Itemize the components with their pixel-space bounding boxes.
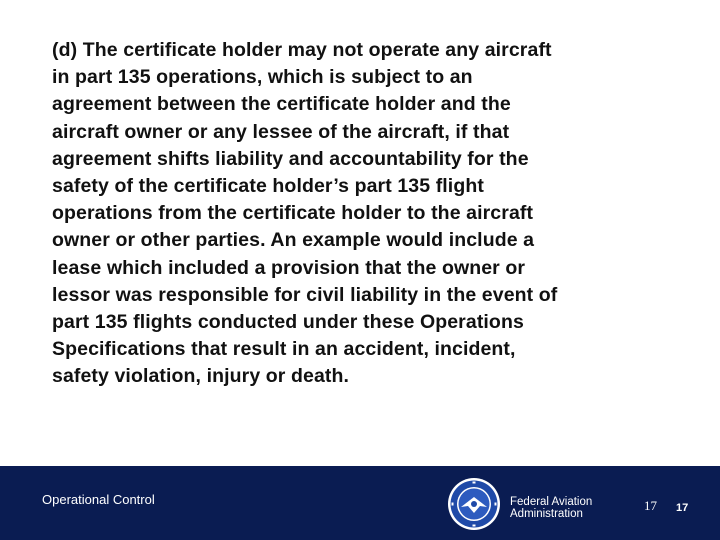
- footer-bar: [0, 466, 720, 540]
- agency-name-line2: Administration: [510, 508, 583, 520]
- agency-name-line1: Federal Aviation: [510, 496, 593, 508]
- slide-body-text: (d) The certificate holder may not operate any aircraft in part 135 operations, which is subject to an agreement between the certificate holder and the aircraft owner or any lessee of the aircraft, if that agreement shifts liability and accountability for the safety of the certificate holder’s part 135 flight operations from the certificate holder to the aircraft owner or other parties. An example would include a lease which included a provision that the owner or lessor was responsible for civil liability in the event of part 135 flights conducted under these Operations Specifications that result in an accident, incident, safety violation, injury or death.: [52, 39, 558, 388]
- agency-name: [510, 496, 592, 520]
- page-number: 17: [676, 502, 689, 514]
- faa-seal-icon: [447, 477, 501, 531]
- page-number-serif: 17: [644, 498, 657, 513]
- footer-title: Operational Control: [42, 492, 155, 507]
